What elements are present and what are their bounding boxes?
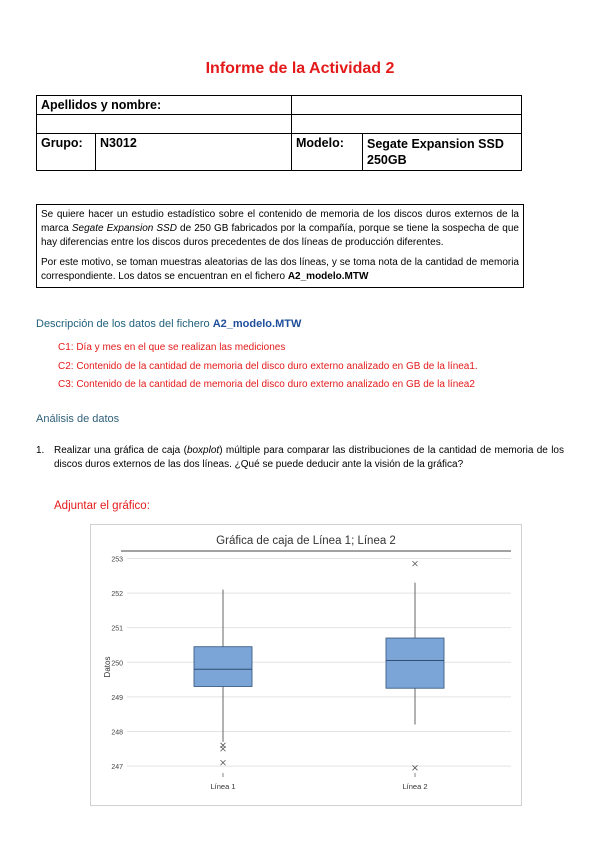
intro-paragraph-2 bbox=[41, 256, 519, 284]
y-axis-label: Datos bbox=[103, 656, 112, 678]
data-description-heading bbox=[36, 318, 301, 330]
spacer-row bbox=[37, 115, 522, 134]
question-text bbox=[54, 444, 564, 472]
y-tick-label: 250 bbox=[111, 660, 123, 668]
variable-c3: C3: Contenido de la cantidad de memoria del disco duro externo analizado en GB de la línea2 bbox=[58, 379, 475, 390]
y-tick-label: 251 bbox=[111, 625, 123, 633]
x-tick-label: Línea 2 bbox=[402, 782, 428, 791]
chart-title: Gráfica de caja de Línea 1; Línea 2 bbox=[216, 535, 396, 547]
heading-text: Descripción de los datos del fichero bbox=[36, 318, 213, 330]
name-value[interactable] bbox=[292, 96, 522, 115]
question-part: Realizar una gráfica de caja ( bbox=[54, 445, 187, 456]
group-model-row bbox=[37, 134, 522, 171]
intro-text: Se quiere hacer un estudio estadístico sobre el contenido de memoria de los discos duros externos de la marca bbox=[41, 209, 519, 234]
box bbox=[194, 647, 252, 687]
intro-box bbox=[36, 204, 524, 288]
group-label: Grupo: bbox=[37, 134, 96, 171]
question-part: ) múltiple para comparar las distribuciones de la cantidad de memoria de los discos duros externos de las dos líneas. ¿Qué se puede deducir ante la visión de la gráfica? bbox=[54, 445, 564, 470]
variable-c1: C1: Día y mes en el que se realizan las mediciones bbox=[58, 342, 286, 353]
spacer-right bbox=[292, 115, 522, 134]
y-tick-label: 252 bbox=[111, 591, 123, 599]
y-tick-label: 247 bbox=[111, 764, 123, 772]
brand-name: Segate Expansion SSD bbox=[71, 223, 177, 234]
attach-chart-label: Adjuntar el gráfico: bbox=[54, 500, 150, 512]
group-value: N3012 bbox=[96, 134, 292, 171]
y-tick-label: 249 bbox=[111, 694, 123, 702]
file-name: A2_modelo.MTW bbox=[287, 271, 369, 282]
heading-file: A2_modelo.MTW bbox=[212, 318, 302, 330]
question-1 bbox=[36, 444, 564, 472]
model-value: Segate Expansion SSD 250GB bbox=[363, 134, 522, 171]
y-tick-label: 248 bbox=[111, 729, 123, 737]
intro-text: Por este motivo, se toman muestras aleatorias de las dos líneas, y se toma nota de la cantidad de memoria correspondiente. Los datos se encuentran en el fichero bbox=[41, 257, 519, 282]
question-number: 1. bbox=[36, 445, 45, 456]
y-tick-label: 253 bbox=[111, 556, 123, 564]
intro-paragraph-1 bbox=[41, 208, 519, 250]
question-emphasis: boxplot bbox=[186, 445, 220, 456]
name-row bbox=[37, 96, 522, 115]
page-title: Informe de la Actividad 2 bbox=[205, 60, 395, 77]
intro-text: de 250 GB fabricados por la compañía, porque se tiene la sospecha de que hay diferencias entre los discos duros precedentes de dos líneas de producción diferentes. bbox=[41, 223, 519, 248]
name-label: Apellidos y nombre: bbox=[37, 96, 292, 115]
plot-area bbox=[111, 556, 511, 791]
boxplot-chart bbox=[90, 524, 522, 806]
analysis-heading: Análisis de datos bbox=[36, 413, 120, 425]
variable-c2: C2: Contenido de la cantidad de memoria del disco duro externo analizado en GB de la línea1. bbox=[58, 361, 478, 372]
x-tick-label: Línea 1 bbox=[210, 782, 236, 791]
box bbox=[386, 638, 444, 688]
spacer-left bbox=[37, 115, 292, 134]
info-table bbox=[36, 95, 522, 171]
model-label: Modelo: bbox=[292, 134, 363, 171]
